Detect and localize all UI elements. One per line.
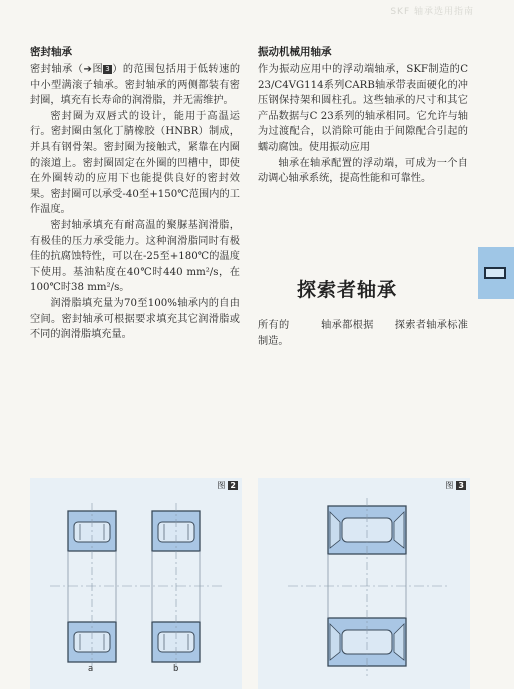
chapter-side-tab[interactable] <box>478 247 514 299</box>
figure-2-drawing <box>30 478 242 689</box>
figure-3-label-text: 图 <box>445 481 454 490</box>
sealed-bearing-para-4: 润滑脂填充量为70至100%轴承内的自由空间。密封轴承可根据要求填充其它润滑脂或不同的润滑脂填充量。 <box>30 297 240 341</box>
figure-3-panel <box>258 478 470 689</box>
bearing-a-section <box>68 503 116 673</box>
vibrating-bearing-para-2: 轴承在轴承配置的浮动端，可成为一个自动调心轴承系统，提高性能和可靠性。 <box>258 157 468 185</box>
bearing-b-section <box>152 503 200 673</box>
figure-3-drawing <box>258 478 470 689</box>
faded-running-header: SKF 轴承选用指南 <box>390 7 474 17</box>
sealed-bearing-section <box>328 498 406 676</box>
sealed-bearing-para-2: 密封圈为双唇式的设计，能用于高温运行。密封圈由氢化丁腈橡胶（HNBR）制成，并具有钢骨架。密封圈为接触式，紧靠在内圈的滚道上。密封圈固定在外圈的凹槽中，即使在外圈转动的应用下也能提供良好的密封效果。密封圈可以承受-40至+150℃范围内的工作温度。 <box>30 110 240 216</box>
bearing-tab-icon <box>484 267 506 279</box>
figure-2-label <box>217 480 238 491</box>
sealed-bearing-heading: 密封轴承 <box>30 46 72 58</box>
figure-3-label <box>445 480 466 491</box>
explorer-bearing-title: 探索者轴承 <box>297 279 398 301</box>
vibrating-bearing-heading: 振动机械用轴承 <box>258 46 332 58</box>
vibrating-bearing-para-1: 作为振动应用中的浮动端轴承，SKF制造的C 23/C4VG114系列CARB轴承带表面硬化的冲压钢保持架和圆柱孔。这些轴承的尺寸和其它产品数据与C 23系列的轴承相同。它允许与轴为过渡配合，以消除可能由于间隙配合引起的蠕动腐蚀。使用振动应用 <box>258 64 468 153</box>
explorer-bearing-para: 所有的 轴承都根据 探索者轴承标准制造。 <box>258 320 468 347</box>
figure-3-number: 3 <box>458 481 464 490</box>
arrow-icon: ➔图 <box>83 64 104 75</box>
sealed-bearing-para-1 <box>30 62 240 109</box>
figure-2-panel <box>30 478 242 689</box>
figure-2-label-text: 图 <box>217 481 226 490</box>
figure-ref-badge[interactable]: 3 <box>105 65 110 73</box>
para-1-text-b: ）的范围包括用于低转速的中小型满滚子轴承。密封轴承的两侧都装有密封圈，填充有长寿命的润滑脂，并无需维护。 <box>30 64 241 107</box>
figure-2-sub-label-b: b <box>173 664 179 674</box>
figure-2-sub-label-a: a <box>88 664 94 674</box>
para-1-text-a: 密封轴承（ <box>30 64 84 75</box>
left-column <box>30 44 240 343</box>
sealed-bearing-para-3: 密封轴承填充有耐高温的聚脲基润滑脂，有极佳的压力承受能力。这种润滑脂同时有极佳的抗腐蚀特性，可以在-25至+180℃的温度下使用。基油粘度在40℃时440 mm²/s，在100℃时38 mm²/s。 <box>30 219 240 294</box>
right-column <box>258 44 468 187</box>
figure-2-number: 2 <box>230 481 236 490</box>
